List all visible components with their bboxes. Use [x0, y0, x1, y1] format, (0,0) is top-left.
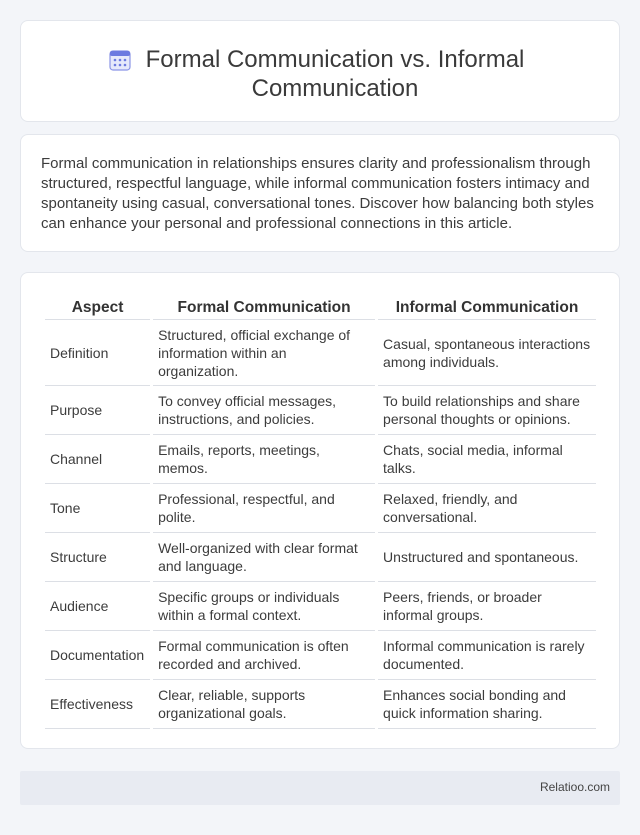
aspect-cell: Definition: [45, 320, 150, 386]
informal-cell: Relaxed, friendly, and conversational.: [378, 484, 596, 533]
aspect-cell: Channel: [45, 435, 150, 484]
informal-cell: To build relationships and share personal thoughts or opinions.: [378, 386, 596, 435]
formal-cell: Emails, reports, meetings, memos.: [153, 435, 375, 484]
intro-card: [20, 134, 620, 252]
intro-text: Formal communication in relationships ensures clarity and professionalism through structured, respectful language, while informal communication fosters intimacy and spontaneity using casual, conversational tones. Discover how balancing both styles can enhance your personal and professional connections in this article.: [41, 155, 594, 232]
header-informal: Informal Communication: [378, 294, 596, 320]
informal-cell: Enhances social bonding and quick information sharing.: [378, 680, 596, 729]
formal-cell: Professional, respectful, and polite.: [153, 484, 375, 533]
aspect-cell: Documentation: [45, 631, 150, 680]
page-title: Formal Communication vs. Informal Communication: [145, 46, 525, 102]
informal-cell: Chats, social media, informal talks.: [378, 435, 596, 484]
table-row: [45, 533, 596, 582]
formal-cell: Well-organized with clear format and language.: [153, 533, 375, 582]
formal-cell: Structured, official exchange of information within an organization.: [153, 320, 375, 386]
table-header-row: [45, 294, 596, 320]
informal-cell: Casual, spontaneous interactions among individuals.: [378, 320, 596, 386]
aspect-cell: Audience: [45, 582, 150, 631]
aspect-cell: Tone: [45, 484, 150, 533]
formal-cell: Specific groups or individuals within a formal context.: [153, 582, 375, 631]
aspect-cell: Effectiveness: [45, 680, 150, 729]
header-formal: Formal Communication: [153, 294, 375, 320]
informal-cell: Peers, friends, or broader informal groups.: [378, 582, 596, 631]
table-row: [45, 386, 596, 435]
comparison-card: [20, 272, 620, 749]
footer-brand[interactable]: Relatioo.com: [539, 780, 610, 794]
header-aspect: Aspect: [45, 294, 150, 320]
aspect-cell: Structure: [45, 533, 150, 582]
table-row: [45, 484, 596, 533]
table-row: [45, 320, 596, 386]
informal-cell: Unstructured and spontaneous.: [378, 533, 596, 582]
table-row: [45, 631, 596, 680]
table-row: [45, 435, 596, 484]
table-row: [45, 680, 596, 729]
informal-cell: Informal communication is rarely documented.: [378, 631, 596, 680]
title-card: [20, 20, 620, 122]
aspect-cell: Purpose: [45, 386, 150, 435]
footer: [20, 771, 620, 805]
comparison-table: [42, 294, 599, 729]
formal-cell: Formal communication is often recorded and archived.: [153, 631, 375, 680]
formal-cell: To convey official messages, instructions, and policies.: [153, 386, 375, 435]
table-row: [45, 582, 596, 631]
formal-cell: Clear, reliable, supports organizational goals.: [153, 680, 375, 729]
